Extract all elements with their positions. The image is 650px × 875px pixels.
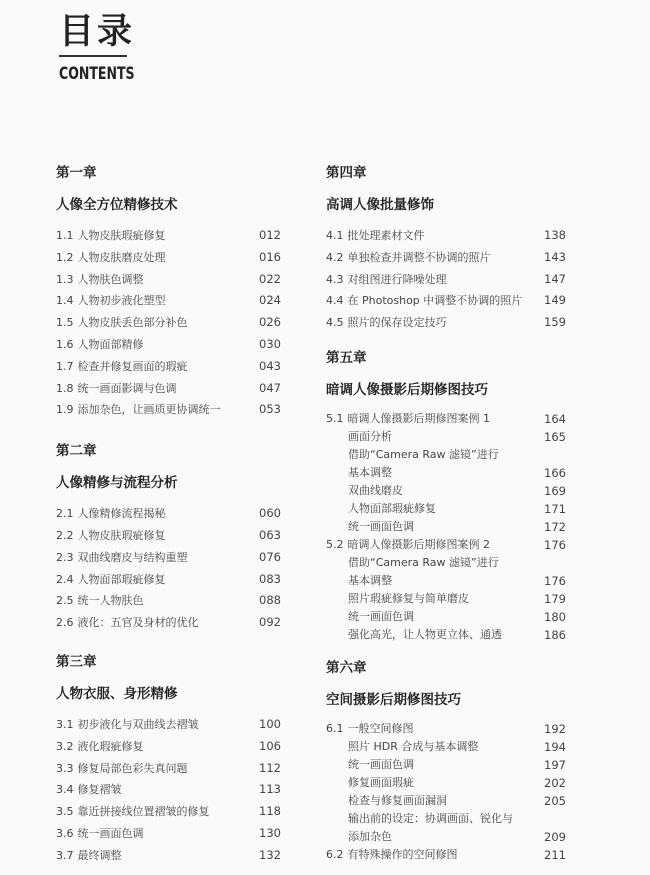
- toc-entry-number: 2.6: [56, 616, 74, 630]
- title-divider: [59, 55, 127, 57]
- toc-entry[interactable]: [326, 774, 566, 792]
- toc-entry[interactable]: [326, 410, 566, 428]
- page-subtitle: CONTENTS: [59, 64, 135, 84]
- toc-entry[interactable]: [56, 758, 296, 780]
- toc-entry-page: 165: [544, 429, 566, 444]
- toc-entry-title: 修复画面瑕疵: [348, 775, 414, 789]
- toc-entry-title: 统一画面影调与色调: [77, 381, 177, 395]
- toc-entry-number: 4.1: [326, 229, 344, 242]
- toc-entry-number: 1.4: [56, 294, 74, 308]
- toc-entry-page: 100: [259, 716, 281, 731]
- chapter-title: 高调人像批量修饰: [326, 197, 434, 213]
- toc-entry[interactable]: [326, 572, 566, 590]
- toc-entry[interactable]: [56, 269, 296, 291]
- toc-entry-number: 3.5: [56, 805, 74, 819]
- toc-entry[interactable]: [56, 823, 296, 845]
- toc-entry-page: 118: [259, 804, 281, 819]
- toc-entry-page: 063: [259, 527, 281, 542]
- toc-entry-page: 209: [544, 829, 566, 844]
- toc-entry-title: 初步液化与双曲线去褶皱: [77, 717, 199, 731]
- toc-entry-page: 012: [259, 228, 281, 242]
- toc-entry[interactable]: [56, 736, 296, 758]
- toc-entry-number: 5.2: [326, 537, 344, 551]
- toc-entry[interactable]: [326, 590, 566, 608]
- toc-entry[interactable]: [56, 399, 296, 421]
- toc-entry-title: 统一画面色调: [77, 826, 144, 840]
- toc-entry[interactable]: [326, 626, 566, 644]
- chapter-title: 暗调人像摄影后期修图技巧: [326, 381, 488, 398]
- chapter-section: [326, 658, 566, 864]
- toc-entry-title: 照片瑕疵修复与简单磨皮: [348, 591, 469, 605]
- toc-entry[interactable]: [56, 779, 296, 801]
- toc-entry-page: 205: [544, 793, 566, 808]
- toc-entry-number: 2.4: [56, 572, 74, 586]
- toc-entry-number: 1.1: [56, 229, 74, 242]
- toc-entry[interactable]: [56, 525, 296, 547]
- toc-entry[interactable]: [326, 756, 566, 774]
- chapter-section: [56, 163, 296, 421]
- toc-entry-number: 3.7: [56, 848, 74, 862]
- chapter-label: 第六章: [326, 659, 367, 676]
- toc-entry-page: 186: [544, 627, 566, 642]
- toc-entry-number: 1.7: [56, 359, 74, 373]
- toc-entry-page: 176: [544, 573, 566, 588]
- toc-entry-title: 单独检查并调整不协调的照片: [347, 250, 491, 264]
- toc-entry[interactable]: [326, 518, 566, 536]
- toc-entry-title: 人物面部瑕疵修复: [348, 501, 436, 515]
- toc-entry[interactable]: [56, 356, 296, 378]
- toc-entry-page: 143: [544, 249, 566, 264]
- toc-entry-title: 一般空间修图: [347, 721, 414, 735]
- toc-entry-page: 171: [544, 501, 566, 516]
- toc-entry-title: 修复局部色彩失真问题: [77, 761, 188, 775]
- toc-entry[interactable]: [326, 312, 566, 334]
- toc-entry[interactable]: [56, 845, 296, 867]
- toc-entry-page: 138: [544, 228, 566, 242]
- toc-entry[interactable]: [326, 810, 566, 828]
- toc-entry-number: 6.2: [326, 847, 344, 861]
- toc-entry[interactable]: [326, 446, 566, 464]
- toc-entry-page: 192: [544, 721, 566, 736]
- toc-entry-page: 026: [259, 315, 281, 330]
- toc-entry-title: 双曲线磨皮与结构重塑: [77, 550, 188, 564]
- toc-entry-title: 人物皮肤丢色部分补色: [77, 316, 188, 330]
- toc-entry[interactable]: [56, 714, 296, 736]
- toc-entry-number: 1.3: [56, 272, 74, 286]
- toc-entry-page: 112: [259, 760, 281, 775]
- toc-entry-title: 最终调整: [77, 848, 122, 862]
- toc-entry-page: 083: [259, 571, 281, 586]
- toc-right-column: [326, 163, 566, 864]
- toc-entry-page: 149: [544, 293, 566, 308]
- chapter-section: [326, 348, 566, 644]
- toc-entry-number: 2.1: [56, 507, 74, 521]
- toc-entry-title: 输出前的设定：协调画面、锐化与: [348, 811, 513, 825]
- toc-entry-title: 统一画面色调: [348, 519, 414, 533]
- toc-entry-page: 211: [544, 847, 566, 862]
- chapter-label: 第五章: [326, 349, 367, 366]
- toc-entry[interactable]: [326, 792, 566, 810]
- toc-entry-title: 人物面部瑕疵修复: [77, 572, 166, 586]
- toc-entry-title: 暗调人像摄影后期修图案例 1: [347, 411, 490, 425]
- toc-entry-title: 统一画面色调: [348, 757, 414, 771]
- toc-entry[interactable]: [56, 312, 296, 334]
- toc-entry[interactable]: [56, 569, 296, 591]
- toc-entry-title: 统一人物肤色: [77, 594, 144, 608]
- toc-entry-title: 人物皮肤瑕疵修复: [77, 528, 166, 542]
- toc-entry[interactable]: [56, 334, 296, 356]
- toc-entry-title: 基本调整: [348, 465, 392, 479]
- toc-entry-page: 047: [259, 380, 281, 395]
- toc-entry[interactable]: [326, 225, 566, 247]
- toc-entry-title: 人物皮肤磨皮处理: [77, 250, 166, 264]
- toc-entry-title: 人物肤色调整: [77, 272, 144, 286]
- toc-entry-title: 统一画面色调: [348, 609, 414, 623]
- chapter-title: 空间摄影后期修图技巧: [326, 691, 461, 708]
- toc-entry[interactable]: [56, 612, 296, 634]
- toc-entry-title: 液化：五官及身材的优化: [77, 616, 199, 630]
- toc-entry-title: 检查与修复画面漏洞: [348, 793, 447, 807]
- toc-entry-page: 147: [544, 271, 566, 286]
- toc-entry-page: 113: [259, 782, 281, 797]
- toc-entry-number: 3.2: [56, 739, 74, 753]
- toc-entry-title: 人物皮肤瑕疵修复: [77, 229, 166, 242]
- toc-entry[interactable]: [56, 547, 296, 569]
- toc-entry[interactable]: [56, 290, 296, 312]
- toc-entry[interactable]: [326, 554, 566, 572]
- toc-entry-number: 1.6: [56, 337, 74, 351]
- toc-entry-page: 164: [544, 411, 566, 426]
- toc-entry-title: 基本调整: [348, 573, 392, 587]
- toc-entry-page: 176: [544, 537, 566, 552]
- toc-entry-page: 024: [259, 293, 281, 308]
- toc-entry[interactable]: [326, 720, 566, 738]
- chapter-section: [56, 652, 296, 867]
- toc-entry[interactable]: [326, 290, 566, 312]
- toc-entry-title: 对组图进行降噪处理: [347, 272, 447, 286]
- chapter-title: 人像精修与流程分析: [56, 475, 178, 492]
- chapter-label: 第一章: [56, 165, 97, 181]
- toc-entry-number: 6.1: [326, 721, 344, 735]
- toc-entry-page: 106: [259, 738, 281, 753]
- toc-entry[interactable]: [326, 828, 566, 846]
- toc-entry[interactable]: [326, 269, 566, 291]
- toc-entry-title: 批处理素材文件: [347, 229, 425, 242]
- toc-entry-page: 180: [544, 609, 566, 624]
- toc-entry-title: 借助“Camera Raw 滤镜”进行: [348, 555, 499, 569]
- toc-entry[interactable]: [326, 536, 566, 554]
- toc-entry-page: 159: [544, 315, 566, 330]
- toc-entry-title: 借助“Camera Raw 滤镜”进行: [348, 447, 499, 461]
- chapter-label: 第二章: [56, 443, 97, 460]
- toc-entry-number: 4.5: [326, 316, 344, 330]
- toc-entry-page: 043: [259, 358, 281, 373]
- toc-entry[interactable]: [326, 464, 566, 482]
- toc-left-column: [56, 163, 296, 867]
- toc-entry[interactable]: [326, 608, 566, 626]
- toc-entry[interactable]: [326, 846, 566, 864]
- toc-entry-page: 060: [259, 506, 281, 521]
- toc-entry-number: 1.8: [56, 381, 74, 395]
- toc-entry[interactable]: [56, 247, 296, 269]
- toc-entry-title: 强化高光，让人物更立体、通透: [348, 627, 502, 641]
- toc-entry-title: 人物初步液化塑型: [77, 294, 166, 308]
- toc-entry-title: 修复褶皱: [77, 783, 122, 797]
- toc-entry-title: 画面分析: [348, 429, 392, 443]
- page-title: 目录: [59, 12, 136, 52]
- chapter-title: 人物衣服、身形精修: [56, 685, 178, 702]
- toc-entry-number: 2.2: [56, 528, 74, 542]
- chapter-section: [56, 441, 296, 634]
- toc-entry[interactable]: [326, 247, 566, 269]
- toc-entry[interactable]: [56, 378, 296, 400]
- toc-entry-title: 在 Photoshop 中调整不协调的照片: [347, 294, 523, 308]
- toc-entry[interactable]: [56, 503, 296, 525]
- toc-entry-number: 2.3: [56, 550, 74, 564]
- toc-entry-title: 暗调人像摄影后期修图案例 2: [347, 537, 490, 551]
- toc-entry-page: 172: [544, 519, 566, 534]
- toc-entry-page: 202: [544, 775, 566, 790]
- toc-entry-page: 132: [259, 847, 281, 862]
- toc-entry[interactable]: [56, 590, 296, 612]
- toc-entry-page: 194: [544, 739, 566, 754]
- toc-entry-page: 179: [544, 591, 566, 606]
- toc-entry-page: 092: [259, 615, 281, 630]
- toc-entry[interactable]: [56, 801, 296, 823]
- chapter-title: 人像全方位精修技术: [56, 197, 178, 213]
- toc-entry-number: 4.2: [326, 250, 344, 264]
- toc-entry-page: 022: [259, 271, 281, 286]
- toc-entry-page: 166: [544, 465, 566, 480]
- toc-entry-page: 030: [259, 336, 281, 351]
- toc-entry-title: 照片 HDR 合成与基本调整: [348, 739, 479, 753]
- toc-entry-page: 197: [544, 757, 566, 772]
- toc-entry-page: 130: [259, 825, 281, 840]
- toc-entry[interactable]: [56, 225, 296, 247]
- toc-entry-title: 液化瑕疵修复: [77, 739, 144, 753]
- toc-entry-title: 靠近拼接线位置褶皱的修复: [77, 805, 210, 819]
- toc-entry-title: 人物面部精修: [77, 337, 144, 351]
- toc-entry-number: 1.2: [56, 250, 74, 264]
- toc-entry[interactable]: [326, 738, 566, 756]
- toc-entry-title: 添加杂色: [348, 829, 392, 843]
- toc-entry-number: 4.4: [326, 294, 344, 308]
- toc-entry-number: 1.5: [56, 316, 74, 330]
- toc-entry-title: 添加杂色，让画质更协调统一: [77, 403, 221, 417]
- toc-entry-number: 5.1: [326, 411, 344, 425]
- toc-entry-number: 3.4: [56, 783, 74, 797]
- toc-entry-title: 有特殊操作的空间修图: [347, 847, 458, 861]
- toc-entry-number: 1.9: [56, 403, 74, 417]
- toc-entry-page: 076: [259, 549, 281, 564]
- toc-entry[interactable]: [326, 500, 566, 518]
- toc-entry-title: 人像精修流程揭秘: [77, 507, 166, 521]
- chapter-section: [326, 163, 566, 334]
- toc-entry-number: 3.3: [56, 761, 74, 775]
- toc-entry-page: 169: [544, 483, 566, 498]
- chapter-label: 第四章: [326, 165, 367, 181]
- toc-entry-number: 3.6: [56, 826, 74, 840]
- toc-entry[interactable]: [326, 428, 566, 446]
- toc-entry-page: 016: [259, 249, 281, 264]
- toc-entry-title: 检查并修复画面的瑕疵: [77, 359, 188, 373]
- chapter-label: 第三章: [56, 653, 97, 670]
- toc-entry-number: 2.5: [56, 594, 74, 608]
- toc-entry-page: 088: [259, 593, 281, 608]
- toc-entry-page: 053: [259, 402, 281, 417]
- toc-entry-title: 照片的保存设定技巧: [347, 316, 447, 330]
- toc-entry-number: 3.1: [56, 717, 74, 731]
- toc-entry[interactable]: [326, 482, 566, 500]
- toc-entry-number: 4.3: [326, 272, 344, 286]
- toc-entry-title: 双曲线磨皮: [348, 483, 403, 497]
